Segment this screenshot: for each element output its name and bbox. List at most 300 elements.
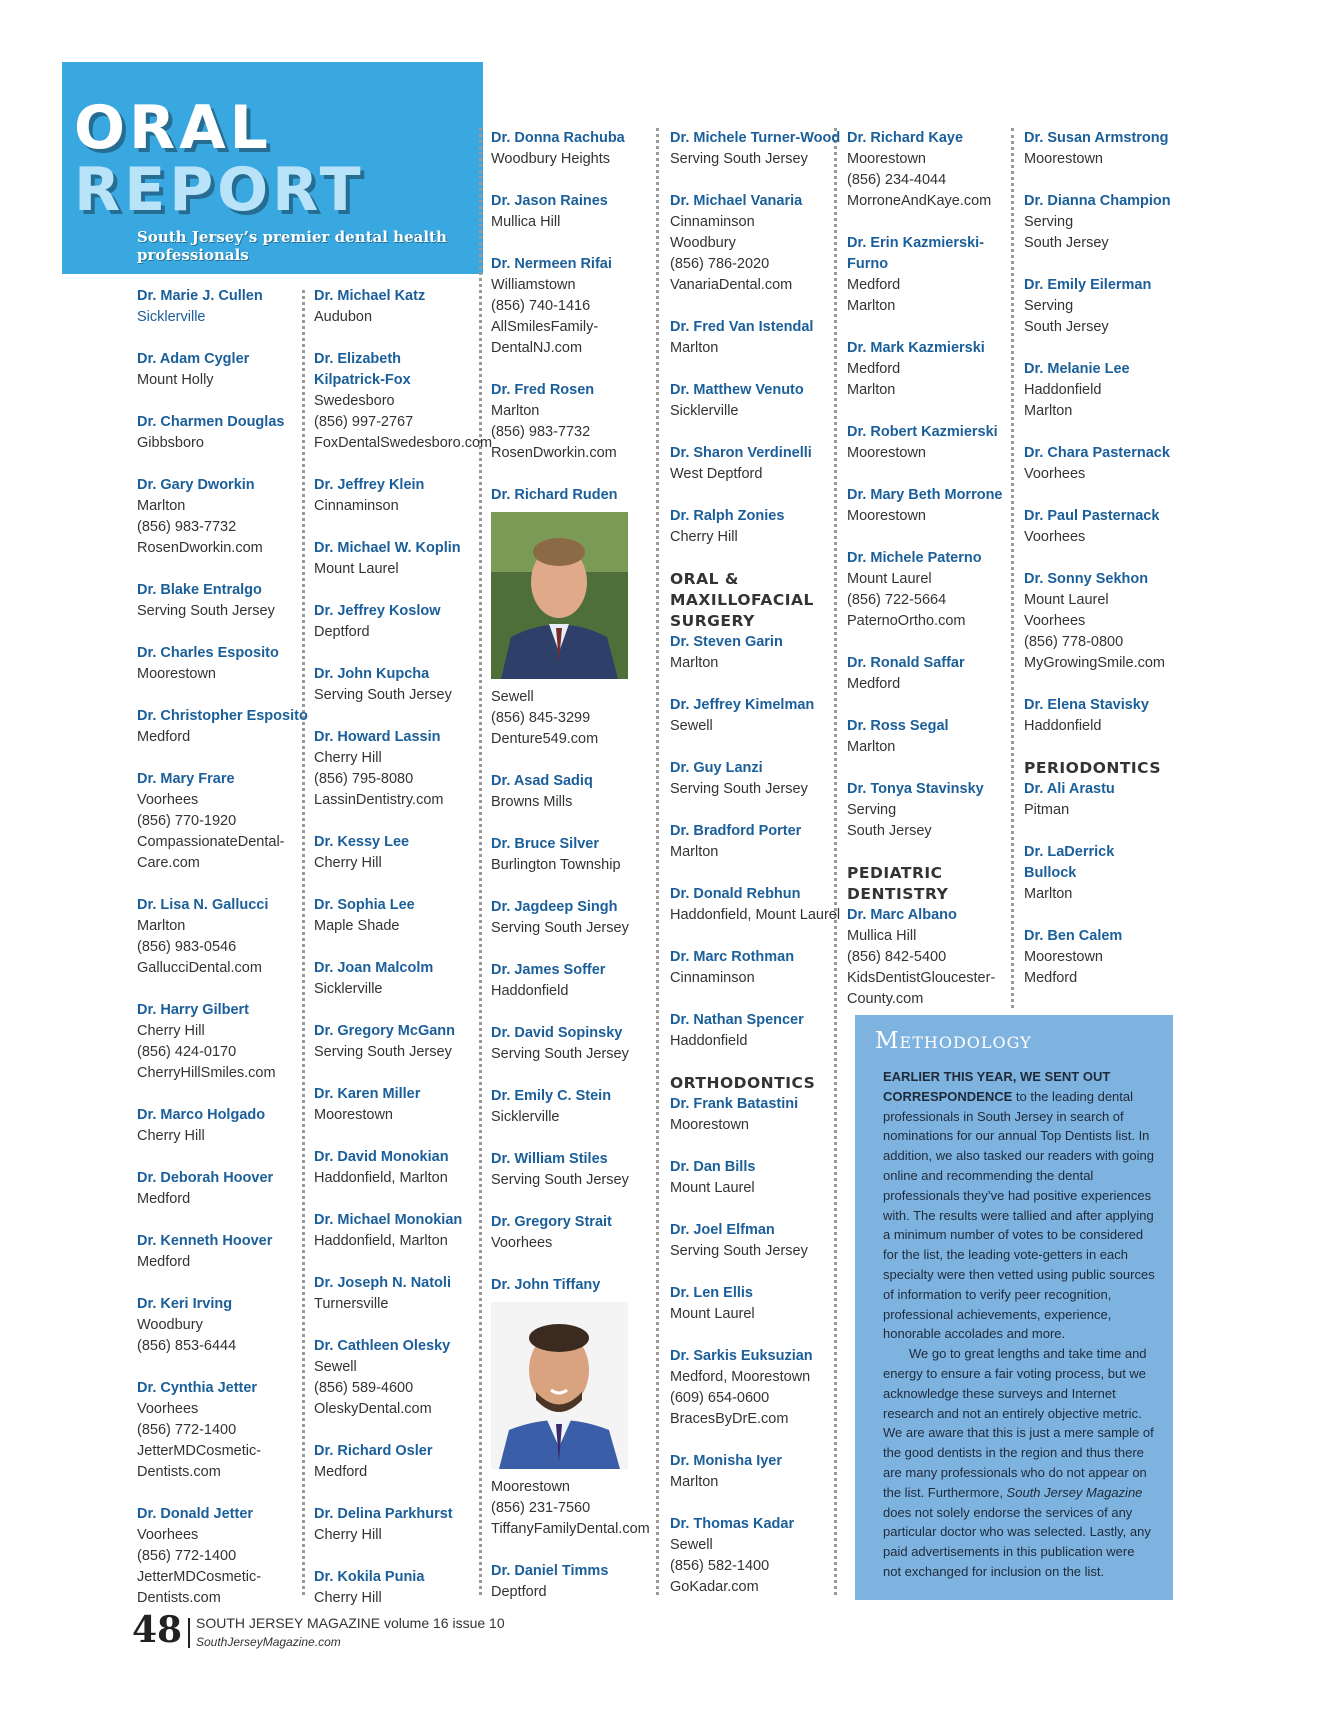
dentist-detail: Cherry Hill	[670, 529, 738, 545]
dentist-name: Dr. David Sopinsky	[491, 1025, 623, 1041]
dentist-detail: South Jersey	[847, 823, 932, 839]
dentist-detail: GallucciDental.com	[137, 960, 262, 976]
dentist-entry	[314, 1336, 482, 1420]
dentist-detail: (856) 795-8080	[314, 771, 414, 787]
dentist-entry	[670, 1157, 850, 1199]
dentist-detail: Mount Laurel	[314, 561, 399, 577]
dentist-detail: (856) 983-0546	[137, 939, 237, 955]
dentist-entry	[847, 485, 1015, 527]
dentist-detail: Haddonfield	[491, 983, 569, 999]
dentist-entry	[491, 771, 659, 813]
dentist-name: Dr. Dan Bills	[670, 1159, 756, 1175]
dentist-detail: Mount Laurel	[670, 1180, 755, 1196]
dentist-entry	[670, 1514, 850, 1598]
dentist-detail: Moorestown	[1024, 151, 1103, 167]
dentist-detail: Marlton	[670, 655, 719, 671]
dentist-detail: Voorhees	[1024, 529, 1086, 545]
dentist-detail: Serving South Jersey	[314, 1044, 452, 1060]
dentist-detail: Dentists.com	[137, 1590, 221, 1606]
dentist-entry	[314, 895, 482, 937]
dentist-detail: Mount Laurel	[847, 571, 932, 587]
dentist-entry	[670, 947, 850, 989]
specialty-heading	[847, 863, 1015, 905]
dentist-entry	[1024, 191, 1192, 254]
dentist-name: Dr. LaDerrick	[1024, 844, 1115, 860]
page-title-line1: ORAL	[74, 93, 272, 163]
dentist-entry	[137, 895, 305, 979]
dentist-name: Dr. Marc Rothman	[670, 949, 795, 965]
dentist-detail: Medford	[1024, 970, 1078, 986]
dentist-detail: (856) 424-0170	[137, 1044, 237, 1060]
dentist-detail: RosenDworkin.com	[491, 445, 617, 461]
dentist-detail: Browns Mills	[491, 794, 573, 810]
dentist-detail: OleskyDental.com	[314, 1401, 432, 1417]
dentist-entry	[314, 286, 482, 328]
methodology-box	[855, 1015, 1173, 1600]
dentist-name: Dr. Emily C. Stein	[491, 1088, 612, 1104]
dentist-name: Dr. Ali Arastu	[1024, 781, 1115, 797]
dentist-detail: Haddonfield, Marlton	[314, 1170, 448, 1186]
dentist-name: Dr. Cathleen Olesky	[314, 1338, 451, 1354]
dentist-detail: Medford	[314, 1464, 368, 1480]
dentist-name: Dr. Len Ellis	[670, 1285, 753, 1301]
dentist-entry	[1024, 128, 1192, 170]
specialty-heading-line: DENTISTRY	[847, 885, 949, 903]
dentist-detail: Serving	[1024, 214, 1074, 230]
dentist-name: Dr. Asad Sadiq	[491, 773, 593, 789]
dentist-detail: Serving South Jersey	[670, 1243, 808, 1259]
specialty-heading	[670, 1073, 850, 1094]
dentist-name: Dr. John Kupcha	[314, 666, 430, 682]
dentist-entry	[137, 1378, 305, 1483]
dentist-detail: Moorestown	[491, 1479, 570, 1495]
dentist-entry	[847, 422, 1015, 464]
dentist-entry	[847, 779, 1015, 842]
dentist-detail: (856) 778-0800	[1024, 634, 1124, 650]
dentist-name: Dr. Karen Miller	[314, 1086, 421, 1102]
dentist-detail: County.com	[847, 991, 924, 1007]
dentist-name: Dr. Cynthia Jetter	[137, 1380, 258, 1396]
dentist-detail: Moorestown	[1024, 949, 1103, 965]
dentist-name: Dr. Donald Jetter	[137, 1506, 254, 1522]
dentist-detail: MorroneAndKaye.com	[847, 193, 992, 209]
dentist-name: Dr. Mary Frare	[137, 771, 235, 787]
dentist-detail: Marlton	[847, 298, 896, 314]
dentist-entry	[137, 475, 305, 559]
dentist-detail: (609) 654-0600	[670, 1390, 770, 1406]
dentist-detail: AllSmilesFamily-	[491, 319, 599, 335]
dentist-detail: RosenDworkin.com	[137, 540, 263, 556]
dentist-detail: Sicklerville	[670, 403, 739, 419]
dentist-name: Dr. Gregory Strait	[491, 1214, 612, 1230]
dentist-entry	[491, 1149, 659, 1191]
dentist-entry	[314, 727, 482, 811]
dentist-name: Dr. Donald Rebhun	[670, 886, 801, 902]
methodology-paragraph-1: to the leading dental professionals in South Jersey in search of nominations for our annual Top Dentists list. In addition, we also tasked our readers with going online and recommending the dental professionals they’ve had positive experiences with. The results were tallied and after applying a minimum number of votes to be considered for the list, the leading vote-getters in each specialty were then vetted using public sources of information to verify peer recognition, professional achievements, experience, honorable accolades and more.	[883, 1088, 1155, 1342]
dentist-detail: VanariaDental.com	[670, 277, 793, 293]
dentist-name: Dr. Paul Pasternack	[1024, 508, 1160, 524]
specialty-heading	[1024, 758, 1192, 779]
dentist-entry	[670, 1346, 850, 1430]
dentist-name: Dr. Tonya Stavinsky	[847, 781, 984, 797]
dentist-detail: CherryHillSmiles.com	[137, 1065, 276, 1081]
dentist-name: Dr. Ross Segal	[847, 718, 949, 734]
dentist-detail: Cherry Hill	[314, 855, 382, 871]
dentist-detail: Woodbury Heights	[491, 151, 611, 167]
dentist-name: Dr. Daniel Timms	[491, 1563, 609, 1579]
dentist-detail: Serving South Jersey	[491, 920, 629, 936]
dentist-entry	[137, 1231, 305, 1273]
dentist-detail: Mullica Hill	[847, 928, 917, 944]
dentist-detail: Swedesboro	[314, 393, 395, 409]
dentist-entry	[314, 538, 482, 580]
dentist-detail: JetterMDCosmetic-	[137, 1443, 262, 1459]
dentist-detail: (856) 234-4044	[847, 172, 947, 188]
column-3	[491, 128, 659, 1624]
dentist-entry	[1024, 569, 1192, 674]
dentist-name: Dr. Elena Stavisky	[1024, 697, 1149, 713]
dentist-detail: Williamstown	[491, 277, 576, 293]
dentist-detail: (856) 772-1400	[137, 1548, 237, 1564]
dentist-name: Dr. Frank Batastini	[670, 1096, 799, 1112]
dentist-name-continued: Kilpatrick-Fox	[314, 372, 411, 388]
dentist-name: Dr. Fred Van Istendal	[670, 319, 814, 335]
dentist-detail: Haddonfield	[1024, 718, 1102, 734]
dentist-detail: Mount Holly	[137, 372, 214, 388]
dentist-detail: Marlton	[137, 498, 186, 514]
specialty-heading-line: PEDIATRIC	[847, 864, 943, 882]
dentist-detail: Marlton	[670, 340, 719, 356]
dentist-detail: JetterMDCosmetic-	[137, 1569, 262, 1585]
dentist-name: Dr. Monisha Iyer	[670, 1453, 783, 1469]
specialty-heading-line: ORTHODONTICS	[670, 1074, 816, 1092]
dentist-name: Dr. Thomas Kadar	[670, 1516, 795, 1532]
dentist-name: Dr. Robert Kazmierski	[847, 424, 998, 440]
dentist-name: Dr. Blake Entralgo	[137, 582, 262, 598]
dentist-entry	[314, 1567, 482, 1609]
dentist-detail: Medford, Moorestown	[670, 1369, 811, 1385]
dentist-name: Dr. Steven Garin	[670, 634, 783, 650]
dentist-detail: (856) 770-1920	[137, 813, 237, 829]
dentist-detail: Voorhees	[137, 1401, 199, 1417]
dentist-detail: Mullica Hill	[491, 214, 561, 230]
dentist-name: Dr. Joel Elfman	[670, 1222, 775, 1238]
dentist-name: Dr. Susan Armstrong	[1024, 130, 1169, 146]
dentist-detail: Marlton	[847, 382, 896, 398]
dentist-name: Dr. Sharon Verdinelli	[670, 445, 812, 461]
dentist-name: Dr. Richard Osler	[314, 1443, 433, 1459]
methodology-text	[883, 1067, 1155, 1582]
dentist-detail: Haddonfield, Marlton	[314, 1233, 448, 1249]
dentist-name: Dr. Erin Kazmierski-	[847, 235, 984, 251]
dentist-detail: Dentists.com	[137, 1464, 221, 1480]
dentist-name: Dr. Lisa N. Gallucci	[137, 897, 269, 913]
column-6	[1024, 128, 1192, 1010]
dentist-detail: Marlton	[670, 1474, 719, 1490]
dentist-detail: Cherry Hill	[314, 1527, 382, 1543]
dentist-detail: Woodbury	[137, 1317, 203, 1333]
dentist-name: Dr. Charles Esposito	[137, 645, 279, 661]
dentist-detail: (856) 786-2020	[670, 256, 770, 272]
dentist-entry	[491, 254, 659, 359]
dentist-detail: Voorhees	[1024, 466, 1086, 482]
dentist-entry	[491, 960, 659, 1002]
dentist-detail: MyGrowingSmile.com	[1024, 655, 1165, 671]
dentist-detail: Care.com	[137, 855, 200, 871]
dentist-detail: Moorestown	[847, 151, 926, 167]
dentist-name: Dr. Nermeen Rifai	[491, 256, 612, 272]
dentist-name: Dr. Jeffrey Koslow	[314, 603, 441, 619]
dentist-name: Dr. Adam Cygler	[137, 351, 250, 367]
dentist-entry	[491, 191, 659, 233]
dentist-detail: Serving South Jersey	[137, 603, 275, 619]
footer-divider	[188, 1618, 190, 1648]
dentist-detail: Serving South Jersey	[491, 1172, 629, 1188]
dentist-name: Dr. Jeffrey Kimelman	[670, 697, 815, 713]
dentist-entry	[670, 1220, 850, 1262]
dentist-entry	[314, 1147, 482, 1189]
methodology-paragraph-2a: We go to great lengths and take time and energy to ensure a fair voting process, but we acknowledge these surveys and Internet research and not an entirely objective metric. We are aware that this is just a mere sample of the good dentists in the region and thus there are many professionals who do not appear on the list. Furthermore,	[883, 1346, 1154, 1500]
dentist-detail: South Jersey	[1024, 319, 1109, 335]
dentist-detail: Deptford	[314, 624, 370, 640]
dentist-detail: Sewell	[670, 718, 713, 734]
dentist-name: Dr. Joseph N. Natoli	[314, 1275, 451, 1291]
dentist-detail: Serving	[847, 802, 897, 818]
dentist-detail: (856) 845-3299	[491, 710, 591, 726]
dentist-entry	[491, 1023, 659, 1065]
specialty-heading-line: PERIODONTICS	[1024, 759, 1162, 777]
dentist-entry	[670, 695, 850, 737]
dentist-detail: Marlton	[1024, 886, 1073, 902]
dentist-entry	[314, 832, 482, 874]
dentist-detail: Haddonfield	[1024, 382, 1102, 398]
dentist-detail: Moorestown	[847, 508, 926, 524]
dentist-name: Dr. Nathan Spencer	[670, 1012, 804, 1028]
dentist-entry	[1024, 359, 1192, 422]
dentist-detail: (856) 231-7560	[491, 1500, 591, 1516]
dentist-entry	[670, 1451, 850, 1493]
dentist-name: Dr. Michael Vanaria	[670, 193, 803, 209]
dentist-name: Dr. William Stiles	[491, 1151, 608, 1167]
dentist-name: Dr. Marco Holgado	[137, 1107, 266, 1123]
dentist-name: Dr. Michele Paterno	[847, 550, 982, 566]
dentist-detail: Marlton	[137, 918, 186, 934]
dentist-entry	[137, 769, 305, 874]
page-title-line2: REPORT	[74, 155, 365, 225]
dentist-detail: Burlington Township	[491, 857, 621, 873]
dentist-entry	[491, 834, 659, 876]
dentist-name: Dr. Sarkis Euksuzian	[670, 1348, 813, 1364]
dentist-detail: (856) 853-6444	[137, 1338, 237, 1354]
dentist-entry	[137, 349, 305, 391]
dentist-name: Dr. Jason Raines	[491, 193, 608, 209]
dentist-name: Dr. Deborah Hoover	[137, 1170, 274, 1186]
dentist-entry	[314, 664, 482, 706]
dentist-detail: Mount Laurel	[1024, 592, 1109, 608]
dentist-name: Dr. David Monokian	[314, 1149, 449, 1165]
dentist-detail: Moorestown	[670, 1117, 749, 1133]
dentist-name: Dr. Michele Turner-Wood	[670, 130, 841, 146]
dentist-entry	[670, 128, 850, 170]
magazine-name: South Jersey Magazine	[1006, 1484, 1143, 1500]
dentist-detail: Serving South Jersey	[670, 781, 808, 797]
dentist-entry	[847, 716, 1015, 758]
dentist-detail: Voorhees	[137, 1527, 199, 1543]
dentist-entry	[314, 1084, 482, 1126]
dentist-entry	[137, 1168, 305, 1210]
dentist-entry	[1024, 842, 1192, 905]
dentist-detail: (856) 997-2767	[314, 414, 414, 430]
dentist-entry	[670, 1094, 850, 1136]
dentist-name: Dr. Ralph Zonies	[670, 508, 785, 524]
dentist-entry	[137, 706, 308, 748]
dentist-name: Dr. Kessy Lee	[314, 834, 410, 850]
dentist-entry	[314, 1441, 482, 1483]
dentist-detail: Haddonfield, Mount Laurel	[670, 907, 841, 923]
dentist-detail: Turnersville	[314, 1296, 389, 1312]
dentist-name: Dr. Delina Parkhurst	[314, 1506, 453, 1522]
dentist-detail: LassinDentistry.com	[314, 792, 444, 808]
dentist-detail: Cherry Hill	[137, 1128, 205, 1144]
dentist-entry	[491, 380, 659, 464]
dentist-detail: Voorhees	[491, 1235, 553, 1251]
dentist-name-continued: Bullock	[1024, 865, 1077, 881]
page-number: 48	[132, 1609, 183, 1651]
dentist-detail: Serving South Jersey	[314, 687, 452, 703]
dentist-entry	[670, 380, 850, 422]
dentist-name: Dr. Gregory McGann	[314, 1023, 456, 1039]
dentist-entry	[491, 1275, 659, 1540]
dentist-entry	[491, 128, 659, 170]
dentist-name: Dr. Jeffrey Klein	[314, 477, 425, 493]
dentist-detail: DentalNJ.com	[491, 340, 583, 356]
specialty-heading-line: SURGERY	[670, 612, 755, 630]
footer-website: SouthJerseyMagazine.com	[196, 1635, 341, 1649]
dentist-name: Dr. Marie J. Cullen	[137, 288, 263, 304]
dentist-detail: (856) 772-1400	[137, 1422, 237, 1438]
dentist-entry	[847, 905, 1015, 1010]
methodology-title: Methodology	[875, 1028, 1032, 1054]
dentist-entry	[670, 443, 850, 485]
methodology-lead: EARLIER THIS YEAR, WE SENT OUT CORRESPONDENCE	[883, 1069, 1111, 1104]
dentist-entry	[1024, 443, 1192, 485]
dentist-detail: (856) 722-5664	[847, 592, 947, 608]
dentist-detail: Medford	[137, 1254, 191, 1270]
dentist-detail: (856) 740-1416	[491, 298, 591, 314]
dentist-name: Dr. Dianna Champion	[1024, 193, 1171, 209]
dentist-name: Dr. Bruce Silver	[491, 836, 599, 852]
footer-magazine-line: SOUTH JERSEY MAGAZINE volume 16 issue 10	[196, 1615, 505, 1631]
dentist-detail: West Deptford	[670, 466, 763, 482]
dentist-detail: Sicklerville	[314, 981, 383, 997]
dentist-entry	[314, 958, 482, 1000]
dentist-detail: KidsDentistGloucester-	[847, 970, 996, 986]
dentist-detail: Sewell	[670, 1537, 713, 1553]
dentist-name: Dr. Mark Kazmierski	[847, 340, 985, 356]
dentist-detail: Audubon	[314, 309, 373, 325]
dentist-entry	[1024, 695, 1192, 737]
dentist-detail: Haddonfield	[670, 1033, 748, 1049]
methodology-paragraph-2b: does not solely endorse the services of any particular doctor who was selected. Lastly, any paid advertisements in this publication were not exchanged for inclusion on the list.	[883, 1504, 1151, 1579]
dentist-detail: Mount Laurel	[670, 1306, 755, 1322]
dentist-name: Dr. Kenneth Hoover	[137, 1233, 273, 1249]
dentist-entry	[314, 475, 482, 517]
dentist-name: Dr. Chara Pasternack	[1024, 445, 1170, 461]
dentist-detail: Voorhees	[137, 792, 199, 808]
dentist-name: Dr. Emily Eilerman	[1024, 277, 1152, 293]
dentist-entry	[847, 128, 1015, 212]
dentist-entry	[670, 506, 850, 548]
dentist-detail: Medford	[847, 676, 901, 692]
dentist-detail: Marlton	[491, 403, 540, 419]
dentist-detail: Sewell	[491, 689, 534, 705]
dentist-name: Dr. Ronald Saffar	[847, 655, 965, 671]
dentist-detail: Moorestown	[137, 666, 216, 682]
dentist-detail: Moorestown	[314, 1107, 393, 1123]
dentist-name: Dr. Guy Lanzi	[670, 760, 763, 776]
dentist-entry	[1024, 779, 1192, 821]
dentist-entry	[847, 653, 1015, 695]
dentist-detail: Pitman	[1024, 802, 1070, 818]
dentist-name-continued: Furno	[847, 256, 889, 272]
dentist-detail: Cherry Hill	[314, 1590, 382, 1606]
dentist-name: Dr. Donna Rachuba	[491, 130, 625, 146]
dentist-name: Dr. Matthew Venuto	[670, 382, 804, 398]
dentist-entry	[847, 233, 1015, 317]
column-1	[137, 286, 308, 1630]
page-subtitle: South Jersey’s premier dental health professionals	[137, 228, 447, 264]
dentist-detail: Moorestown	[847, 445, 926, 461]
dentist-name: Dr. Kokila Punia	[314, 1569, 425, 1585]
dentist-name: Dr. Bradford Porter	[670, 823, 802, 839]
dentist-name: Dr. Marc Albano	[847, 907, 957, 923]
dentist-detail: Sewell	[314, 1359, 357, 1375]
dentist-detail: Cinnaminson	[670, 970, 755, 986]
dentist-name: Dr. Harry Gilbert	[137, 1002, 250, 1018]
dentist-detail: Medford	[137, 1191, 191, 1207]
dentist-entry	[137, 1000, 305, 1084]
dentist-entry	[670, 1283, 850, 1325]
dentist-name: Dr. Keri Irving	[137, 1296, 233, 1312]
dentist-name: Dr. Michael W. Koplin	[314, 540, 461, 556]
dentist-detail: Cherry Hill	[137, 1023, 205, 1039]
column-4	[670, 128, 850, 1619]
dentist-name: Dr. Richard Ruden	[491, 487, 618, 503]
dentist-entry	[314, 349, 493, 454]
specialty-heading	[670, 569, 850, 632]
dentist-entry	[137, 1105, 305, 1147]
dentist-entry	[670, 1010, 850, 1052]
dentist-detail: (856) 582-1400	[670, 1558, 770, 1574]
dentist-entry	[670, 758, 850, 800]
dentist-entry	[491, 1086, 659, 1128]
dentist-entry	[1024, 506, 1192, 548]
specialty-heading-line: MAXILLOFACIAL	[670, 591, 814, 609]
dentist-detail: TiffanyFamilyDental.com	[491, 1521, 650, 1537]
dentist-name: Dr. Charmen Douglas	[137, 414, 285, 430]
dentist-name: Dr. Gary Dworkin	[137, 477, 255, 493]
dentist-entry	[137, 286, 305, 328]
dentist-name: Dr. Sonny Sekhon	[1024, 571, 1149, 587]
dentist-entry	[670, 821, 850, 863]
dentist-detail: Sicklerville	[491, 1109, 560, 1125]
dentist-name: Dr. Joan Malcolm	[314, 960, 434, 976]
dentist-detail: South Jersey	[1024, 235, 1109, 251]
dentist-entry	[314, 1273, 482, 1315]
dentist-entry	[137, 412, 305, 454]
dentist-detail: GoKadar.com	[670, 1579, 759, 1595]
column-2	[314, 286, 493, 1630]
